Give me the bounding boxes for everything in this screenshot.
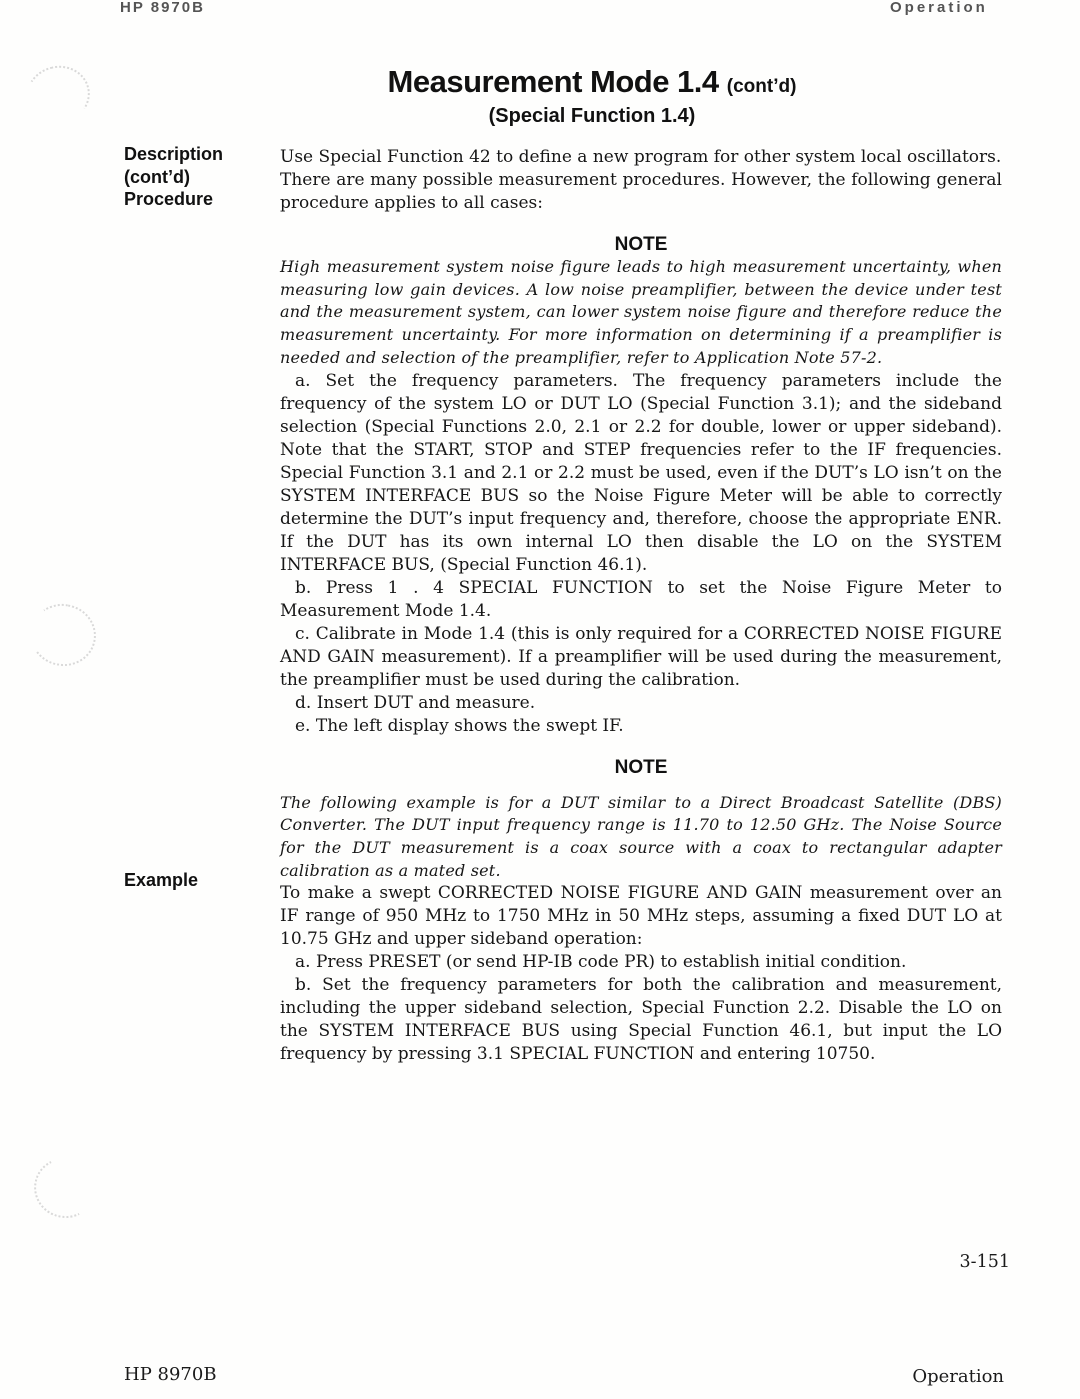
procedure-intro: There are many possible measurement procedures. However, the following general procedure applies to all cases: (280, 170, 1002, 213)
description-paragraph: Use Special Function 42 to define a new program for other system local oscillators. (280, 147, 1002, 167)
sidebar-labels-description-procedure (124, 143, 274, 211)
footer-section-name: Operation (912, 1366, 1004, 1387)
procedure-step-c: c. Calibrate in Mode 1.4 (this is only required for a CORRECTED NOISE FIGURE AND GAIN measurement). If a preamplifier will be used during the measurement, the preamplifier must be used during the calibration. (280, 623, 1002, 690)
procedure-step-e: e. The left display shows the swept IF. (295, 715, 624, 736)
scan-smudge (20, 59, 96, 131)
note-heading-procedure: NOTE (614, 234, 668, 255)
note-heading-example: NOTE (614, 756, 668, 778)
header-runner-right-text: Operation (890, 0, 988, 16)
page-title-suffix: (cont’d) (726, 76, 797, 97)
page-number: 3-151 (959, 1252, 1010, 1272)
sidebar-label-procedure: Procedure (124, 189, 214, 209)
example-note-text: The following example is for a DUT similar to a Direct Broadcast Satellite (DBS) Converter. The DUT input frequency range is 11.70 to 12.50 GHz. The Noise Source for the DUT measurement is a coax source with a coax to rectangular adapter calibration as a mated set. (280, 792, 1002, 880)
sidebar-label-example: Example (124, 870, 199, 890)
page-title-main: Measurement Mode 1.4 (387, 64, 719, 99)
procedure-step-b: b. Press 1 . 4 SPECIAL FUNCTION to set the Noise Figure Meter to Measurement Mode 1.4. (280, 577, 1002, 621)
scan-smudge (25, 599, 101, 672)
header-runner-left-text: HP 8970B (120, 0, 205, 16)
procedure-step-d: d. Insert DUT and measure. (295, 692, 536, 713)
main-column (280, 146, 1002, 1066)
sidebar-label-description: Description (124, 144, 224, 164)
footer-model-number: HP 8970B (124, 1364, 217, 1385)
example-step-b: b. Set the frequency parameters for both the calibration and measurement, including the upper sideband selection, Special Function 2.2. Disable the LO on the SYSTEM INTERFACE BUS using Special Function 46.1, but input the LO frequency by pressing 3.1 SPECIAL FUNCTION and entering 10750. (280, 975, 1002, 1065)
example-intro: To make a swept CORRECTED NOISE FIGURE AND GAIN measurement over an IF range of 950 MHz to 1750 MHz in 50 MHz steps, assuming a fixed DUT LO at 10.75 GHz and upper sideband operation: (280, 883, 1002, 950)
header-runner-right (890, 0, 1010, 16)
procedure-note-text: High measurement system noise figure leads to high measurement uncertainty, when measuring low gain devices. A low noise preamplifier, between the device under test and the measurement system, can lower system noise figure and therefore reduce the measurement uncertainty. For more information on determining if a preamplifier is needed and selection of the preamplifier, refer to Application Note 57-2. (280, 257, 1002, 367)
header-runner-left (120, 0, 230, 16)
page-subtitle: (Special Function 1.4) (488, 105, 696, 127)
sidebar-label-description-contd: (cont’d) (124, 166, 190, 187)
procedure-step-a: a. Set the frequency parameters. The frequency parameters include the frequency of the system LO or DUT LO (Special Function 3.1); and the sideband selection (Special Functions 2.0, 2.1 or 2.2 for double, lower or upper sideband). Note that the START, STOP and STEP frequencies refer to the IF frequencies. Special Function 3.1 and 2.1 or 2.2 must be used, even if the DUT’s LO isn’t on the SYSTEM INTERFACE BUS so the Noise Figure Meter will be able to correctly determine the DUT’s input frequency and, therefore, choose the appropriate ENR. If the DUT has its own internal LO then disable the LO on the SYSTEM INTERFACE BUS, (Special Function 46.1). (280, 370, 1002, 575)
page-title (104, 64, 1080, 100)
example-step-a: a. Press PRESET (or send HP-IB code PR) to establish initial condition. (295, 952, 907, 973)
scan-smudge (26, 1150, 104, 1226)
